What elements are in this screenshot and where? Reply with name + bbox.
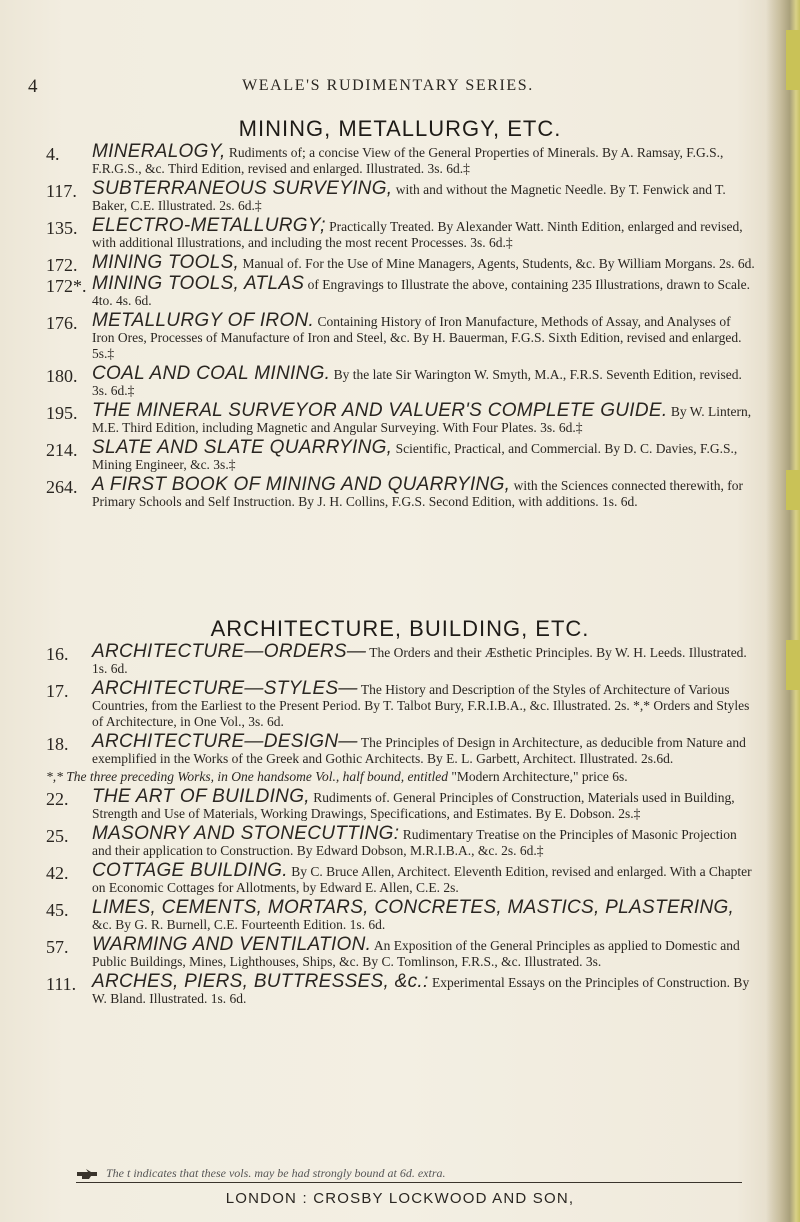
pointing-hand-icon [76,1168,98,1180]
entry-list-mining [0,141,800,514]
catalogue-entry [0,252,756,275]
entry-title: MINERALOGY, [92,141,226,162]
catalogue-entry [0,400,756,436]
catalogue-entry [0,215,756,251]
entry-text: Manual of. For the Use of Mine Managers, Agents, Students, &c. By William Morgans. 2s. 6d. [242,256,755,271]
catalogue-entry [0,273,756,309]
edge-mark [786,30,800,90]
catalogue-entry [0,934,756,970]
entry-text: Rudiments of. General Principles of Construction, Materials used in Building, Strength and Use of Materials, Working Drawings, Specifications, and Estimates. By E. Dobson. 2s.‡ [92,790,735,821]
catalogue-entry [0,363,756,399]
entry-number: 16. [46,644,69,664]
section-heading-mining: MINING, METALLURGY, ETC. [238,116,562,141]
note-lead: *,* The three preceding Works, in One handsome Vol., half bound, entitled [46,769,448,784]
entry-text: with the Sciences connected therewith, for Primary Schools and Self Instruction. By J. H. Collins, F.G.S. Second Edition, with additions. 1s. 6d. [92,478,744,509]
entry-title: MASONRY AND STONECUTTING: [92,823,400,844]
entry-title: ARCHITECTURE—STYLES— [92,678,358,699]
entry-number: 111. [46,974,77,994]
entry-number: 264. [46,477,78,497]
entry-number: 4. [46,144,60,164]
catalogue-entry [0,731,756,767]
entry-text: By the late Sir Warington W. Smyth, M.A., F.R.S. Seventh Edition, revised. 3s. 6d.‡ [92,367,742,398]
entry-title: A FIRST BOOK OF MINING AND QUARRYING, [92,474,511,495]
entry-number: 18. [46,734,69,754]
catalogue-entry [0,860,756,896]
entry-number: 117. [46,181,77,201]
catalogue-entry [0,437,756,473]
entry-title: ARCHITECTURE—DESIGN— [92,731,358,752]
page-number: 4 [28,76,38,97]
entry-text: Containing History of Iron Manufacture, Methods of Assay, and Analyses of Iron Ores, Processes of Manufacture of Iron and Steel, &c. By H. Bauerman, F.G.S. Sixth Edition, revised and enlarged. 5s.‡ [92,314,742,361]
entry-title: ELECTRO-METALLURGY; [92,215,326,236]
entry-text: with and without the Magnetic Needle. By T. Fenwick and T. Baker, C.E. Illustrated. 2s. 6d.‡ [92,182,726,213]
catalogue-entry [0,897,756,933]
entry-title: SLATE AND SLATE QUARRYING, [92,437,393,458]
entry-number: 45. [46,900,69,920]
entry-title: COAL AND COAL MINING. [92,363,331,384]
entry-title: MINING TOOLS, [92,252,240,273]
entry-number: 25. [46,826,69,846]
footnote-text: The t indicates that these vols. may be had strongly bound at 6d. extra. [106,1166,446,1180]
entry-title: COTTAGE BUILDING. [92,860,288,881]
entry-text: By W. Lintern, M.E. Third Edition, including Magnetic and Angular Surveying. With Four Plates. 3s. 6d.‡ [92,404,752,435]
entry-number: 176. [46,313,78,333]
entry-text: An Exposition of the General Principles as applied to Domestic and Public Buildings, Mines, Lighthouses, Ships, &c. By C. Tomlinson, F.R.S., &c. Illustrated. 3s. [92,938,740,969]
series-note [0,769,756,785]
catalogue-entry [0,178,756,214]
entry-title: ARCHES, PIERS, BUTTRESSES, &c.: [92,971,429,992]
entry-number: 135. [46,218,78,238]
entry-number: 172. [46,255,78,275]
catalogue-entry [0,786,756,822]
entry-text: The Orders and their Æsthetic Principles. By W. H. Leeds. Illustrated. 1s. 6d. [92,645,747,676]
entry-text: Scientific, Practical, and Commercial. By D. C. Davies, F.G.S., Mining Engineer, &c. 3s.‡ [92,441,738,472]
entry-title: WARMING AND VENTILATION. [92,934,372,955]
entry-number: 214. [46,440,78,460]
catalogue-entry [0,971,756,1007]
entry-number: 57. [46,937,69,957]
entry-number: 42. [46,863,69,883]
catalogue-entry [0,474,756,510]
note-tail: "Modern Architecture," price 6s. [451,769,628,784]
entry-title: METALLURGY OF IRON. [92,310,315,331]
footer-rule [76,1182,742,1183]
entry-text: Rudiments of; a concise View of the General Properties of Minerals. By A. Ramsay, F.G.S., F.R.G.S., &c. Third Edition, revised and enlarged. Illustrated. 3s. 6d.‡ [92,145,724,176]
entry-list-architecture [0,641,800,1011]
catalogue-entry [0,678,756,730]
entry-title: SUBTERRANEOUS SURVEYING, [92,178,393,199]
entry-title: THE MINERAL SURVEYOR AND VALUER'S COMPLETE GUIDE. [92,400,668,421]
catalogue-entry [0,823,756,859]
entry-text: of Engravings to Illustrate the above, containing 235 Illustrations, drawn to Scale. 4to. 4s. 6d. [92,277,751,308]
entry-number: 195. [46,403,78,423]
entry-number: 22. [46,789,69,809]
catalogue-entry [0,141,756,177]
entry-text: By C. Bruce Allen, Architect. Eleventh Edition, revised and enlarged. With a Chapter on Economic Cottages for Allotments, by Edward E. Allen, C.E. 2s. [92,864,752,895]
entry-title: LIMES, CEMENTS, MORTARS, CONCRETES, MASTICS, PLASTERING, [92,897,735,918]
entry-text: Practically Treated. By Alexander Watt. Ninth Edition, enlarged and revised, with additional Illustrations, and including the most recent Processes. 3s. 6d.‡ [92,219,743,250]
entry-number: 180. [46,366,78,386]
entry-number: 17. [46,681,69,701]
footnote [76,1166,756,1181]
entry-number: 172*. [46,276,87,296]
entry-title: THE ART OF BUILDING, [92,786,310,807]
entry-title: ARCHITECTURE—ORDERS— [92,641,367,662]
entry-text: &c. By G. R. Burnell, C.E. Fourteenth Edition. 1s. 6d. [92,917,386,932]
entry-text: The History and Description of the Styles of Architecture of Various Countries, from the Earliest to the Present Period. By T. Talbot Bury, F.R.I.B.A., &c. Illustrated. 2s. *,* Orders and Styles of Architecture, in One Vol., 3s. 6d. [92,682,750,729]
entry-text: Rudimentary Treatise on the Principles of Masonic Projection and their application to Construction. By Edward Dobson, M.R.I.B.A., &c. 2s. 6d.‡ [92,827,737,858]
catalogue-entry [0,310,756,362]
entry-text: Experimental Essays on the Principles of Construction. By W. Bland. Illustrated. 1s. 6d. [92,975,750,1006]
section-heading-architecture: ARCHITECTURE, BUILDING, ETC. [210,616,590,641]
catalogue-entry [0,641,756,677]
running-header [28,76,748,100]
running-head-title: WEALE'S RUDIMENTARY SERIES. [242,77,534,94]
entry-text: The Principles of Design in Architecture, as deducible from Nature and exemplified in the Works of the Greek and Gothic Architects. By E. L. Garbett, Architect. Illustrated. 2s.6d. [92,735,746,766]
entry-title: MINING TOOLS, ATLAS [92,273,305,294]
publisher-imprint: LONDON : CROSBY LOCKWOOD AND SON, [225,1190,575,1207]
